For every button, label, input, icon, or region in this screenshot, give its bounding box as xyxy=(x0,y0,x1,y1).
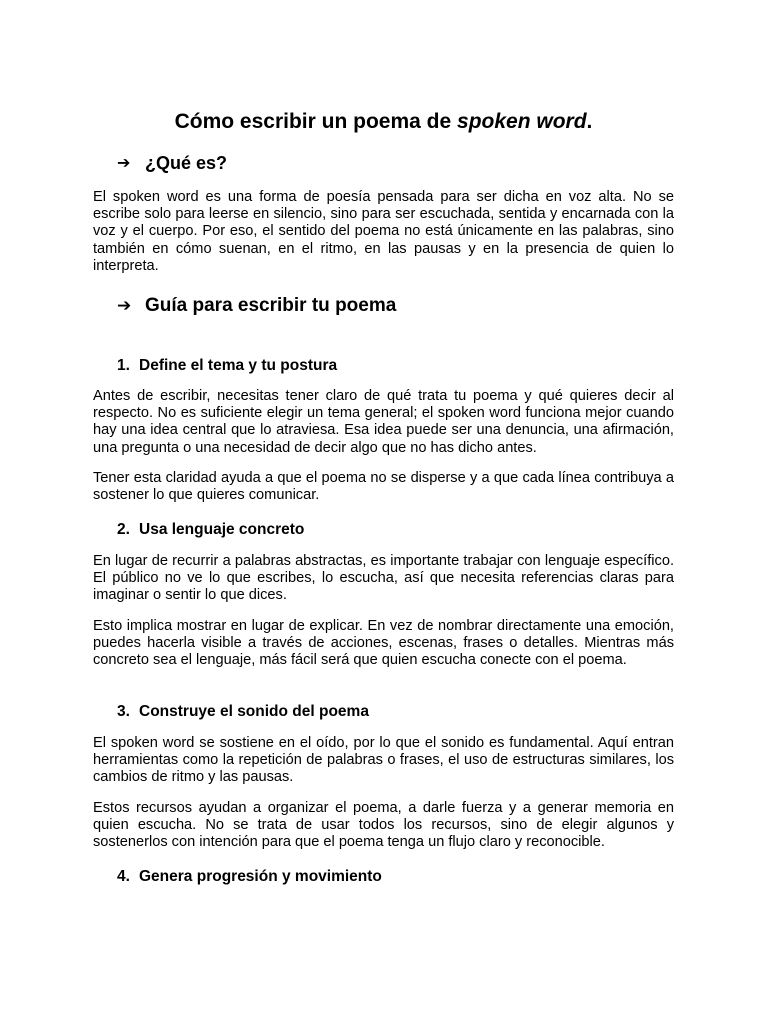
paragraph-step-1b: Tener esta claridad ayuda a que el poema no se disperse y a que cada línea contribuya a sostener lo que quieres comunicar. xyxy=(93,470,674,504)
arrow-icon: ➔ xyxy=(117,153,131,172)
step-heading-label: Define el tema y tu postura xyxy=(139,357,338,374)
step-heading-label: Construye el sonido del poema xyxy=(139,703,369,720)
title-emphasis: spoken word xyxy=(457,110,587,133)
step-number: 2. xyxy=(117,521,130,538)
paragraph-definition: El spoken word es una forma de poesía pensada para ser dicha en voz alta. No se escribe solo para leerse en silencio, sino para ser escuchada, sentida y encarnada con la voz y el cuerpo. Por eso, el sentido del poema no está únicamente en las palabras, sino también en cómo suenan, en el ritmo, en las pausas y en la presencia de quien lo interpreta. xyxy=(93,189,674,274)
section-heading-label: Guía para escribir tu poema xyxy=(145,295,397,316)
paragraph-step-2b: Esto implica mostrar en lugar de explicar. En vez de nombrar directamente una emoción, puedes hacerla visible a través de acciones, escenas, frases o detalles. Mientras más concreto sea el lenguaje, más fácil será que quien escucha conecte con el poema. xyxy=(93,618,674,669)
step-number: 1. xyxy=(117,357,130,374)
title-prefix: Cómo escribir un poema de xyxy=(174,110,458,133)
step-number: 3. xyxy=(117,703,130,720)
step-heading-4 xyxy=(117,867,382,887)
step-heading-label: Usa lenguaje concreto xyxy=(139,521,305,538)
paragraph-step-2a: En lugar de recurrir a palabras abstractas, es importante trabajar con lenguaje específico. El público no ve lo que escribes, lo escucha, así que necesita referencias claras para imaginar o sentir lo que dices. xyxy=(93,553,674,604)
section-heading-guia xyxy=(117,293,396,319)
step-number: 4. xyxy=(117,868,130,885)
paragraph-step-3b: Estos recursos ayudan a organizar el poema, a darle fuerza y a generar memoria en quien escucha. No se trata de usar todos los recursos, sino de elegir algunos y sostenerlos con intención para que el poema tenga un flujo claro y reconocible. xyxy=(93,800,674,851)
paragraph-step-1a: Antes de escribir, necesitas tener claro de qué trata tu poema y qué quieres decir al respecto. No es suficiente elegir un tema general; el spoken word funciona mejor cuando hay una idea central que lo atraviesa. Esa idea puede ser una denuncia, una afirmación, una pregunta o una necesidad de decir algo que no has dicho antes. xyxy=(93,388,674,456)
title-suffix: . xyxy=(586,110,593,133)
step-heading-label: Genera progresión y movimiento xyxy=(139,868,382,885)
step-heading-1 xyxy=(117,356,337,376)
document-title xyxy=(93,108,674,136)
section-heading-que-es xyxy=(117,151,227,175)
section-heading-label: ¿Qué es? xyxy=(145,153,228,173)
arrow-icon: ➔ xyxy=(117,296,132,316)
step-heading-3 xyxy=(117,702,369,722)
paragraph-step-3a: El spoken word se sostiene en el oído, por lo que el sonido es fundamental. Aquí entran herramientas como la repetición de palabras o frases, el uso de estructuras similares, los cambios de ritmo y las pausas. xyxy=(93,735,674,786)
step-heading-2 xyxy=(117,520,304,540)
